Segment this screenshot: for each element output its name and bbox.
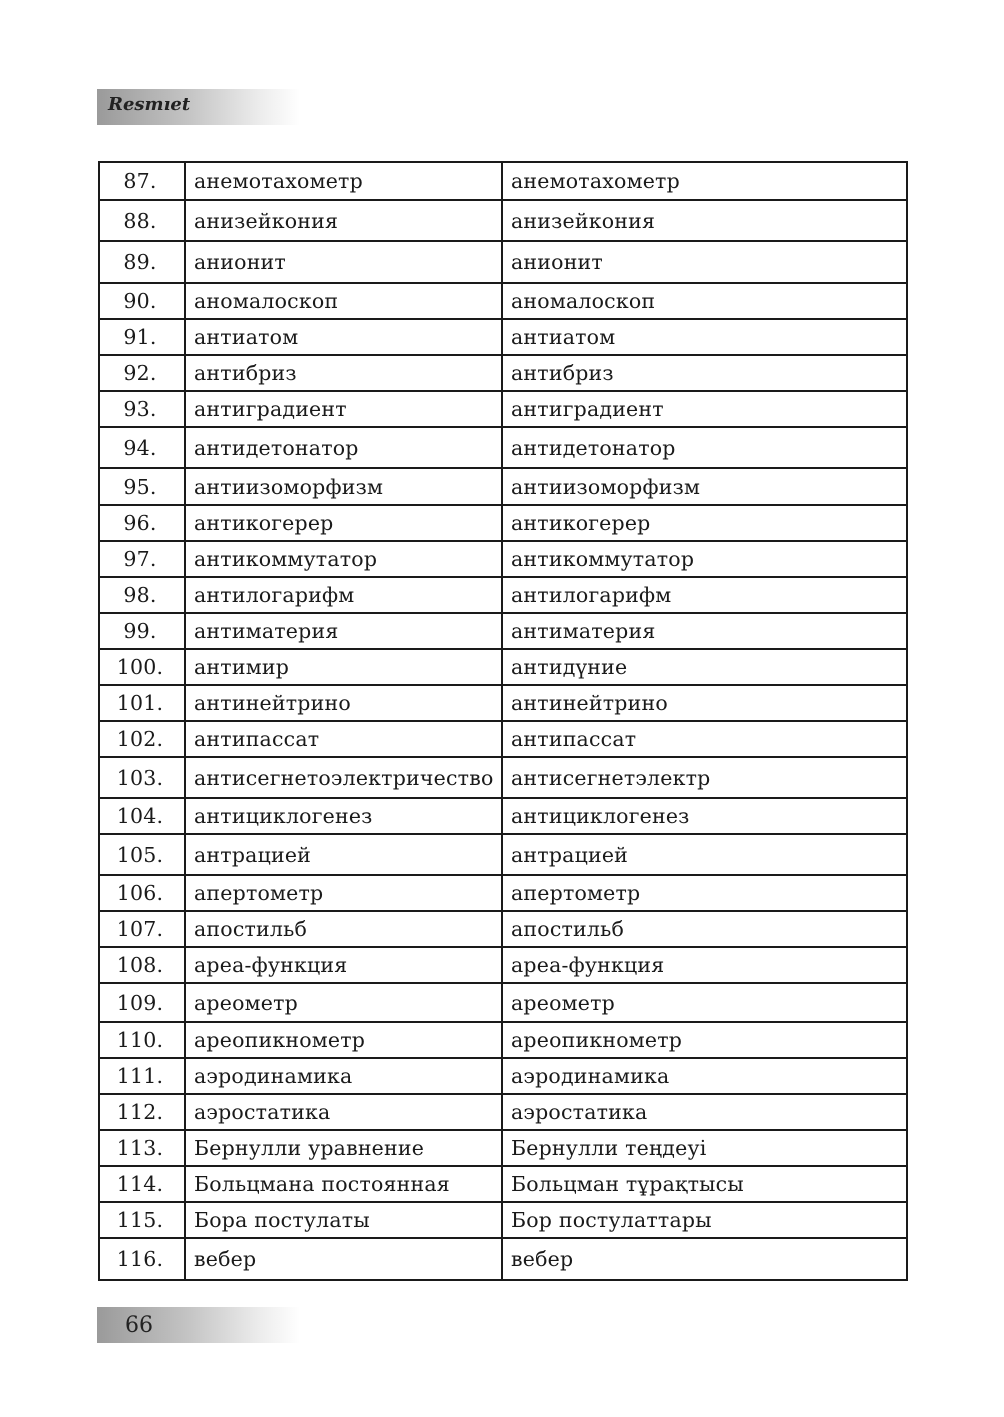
kazakh-term-cell: Бор постулаттары (502, 1202, 907, 1238)
table-row (99, 541, 907, 577)
table-row (99, 391, 907, 427)
russian-term-cell: антидетонатор (185, 427, 502, 468)
table-row (99, 685, 907, 721)
table-row (99, 834, 907, 875)
table-row (99, 721, 907, 757)
russian-term-cell: анионит (185, 241, 502, 283)
russian-term-cell: анемотахометр (185, 162, 502, 200)
kazakh-term-cell: анизейкония (502, 200, 907, 241)
row-number-cell: 109. (99, 983, 185, 1022)
russian-term-cell: антикоммутатор (185, 541, 502, 577)
table-row (99, 1202, 907, 1238)
row-number-cell: 93. (99, 391, 185, 427)
row-number-cell: 106. (99, 875, 185, 911)
russian-term-cell: ареа-функция (185, 947, 502, 983)
row-number-cell: 92. (99, 355, 185, 391)
row-number-cell: 95. (99, 468, 185, 505)
table-row (99, 241, 907, 283)
table-row (99, 947, 907, 983)
row-number-cell: 98. (99, 577, 185, 613)
kazakh-term-cell: антикоммутатор (502, 541, 907, 577)
russian-term-cell: апостильб (185, 911, 502, 947)
russian-term-cell: антилогарифм (185, 577, 502, 613)
table-row (99, 355, 907, 391)
russian-term-cell: антиатом (185, 319, 502, 355)
kazakh-term-cell: антилогарифм (502, 577, 907, 613)
row-number-cell: 102. (99, 721, 185, 757)
row-number-cell: 108. (99, 947, 185, 983)
table-row (99, 1058, 907, 1094)
russian-term-cell: вебер (185, 1238, 502, 1280)
russian-term-cell: антиизоморфизм (185, 468, 502, 505)
row-number-cell: 101. (99, 685, 185, 721)
kazakh-term-cell: антисегнетэлектр (502, 757, 907, 798)
table-row (99, 757, 907, 798)
table-row (99, 875, 907, 911)
russian-term-cell: Больцмана постоянная (185, 1166, 502, 1202)
russian-term-cell: аномалоскоп (185, 283, 502, 319)
kazakh-term-cell: антициклогенез (502, 798, 907, 834)
table-row (99, 613, 907, 649)
kazakh-term-cell: аэростатика (502, 1094, 907, 1130)
row-number-cell: 115. (99, 1202, 185, 1238)
russian-term-cell: аэродинамика (185, 1058, 502, 1094)
table-row (99, 468, 907, 505)
table-row (99, 427, 907, 468)
russian-term-cell: апертометр (185, 875, 502, 911)
russian-term-cell: антициклогенез (185, 798, 502, 834)
table-row (99, 162, 907, 200)
row-number-cell: 87. (99, 162, 185, 200)
row-number-cell: 103. (99, 757, 185, 798)
kazakh-term-cell: антиатом (502, 319, 907, 355)
table-row (99, 1022, 907, 1058)
kazakh-term-cell: вебер (502, 1238, 907, 1280)
kazakh-term-cell: антиматерия (502, 613, 907, 649)
russian-term-cell: Бора постулаты (185, 1202, 502, 1238)
kazakh-term-cell: антрацией (502, 834, 907, 875)
running-header-title: Resmıet (108, 94, 191, 115)
russian-term-cell: аэростатика (185, 1094, 502, 1130)
row-number-cell: 112. (99, 1094, 185, 1130)
table-row (99, 1130, 907, 1166)
table-row (99, 1166, 907, 1202)
row-number-cell: 88. (99, 200, 185, 241)
row-number-cell: 97. (99, 541, 185, 577)
row-number-cell: 94. (99, 427, 185, 468)
row-number-cell: 116. (99, 1238, 185, 1280)
row-number-cell: 99. (99, 613, 185, 649)
russian-term-cell: ареометр (185, 983, 502, 1022)
kazakh-term-cell: антидүние (502, 649, 907, 685)
russian-term-cell: антиматерия (185, 613, 502, 649)
table-row (99, 911, 907, 947)
kazakh-term-cell: антиградиент (502, 391, 907, 427)
row-number-cell: 104. (99, 798, 185, 834)
russian-term-cell: анизейкония (185, 200, 502, 241)
table-row (99, 649, 907, 685)
russian-term-cell: антисегнетоэлектричество (185, 757, 502, 798)
russian-term-cell: антиградиент (185, 391, 502, 427)
kazakh-term-cell: антинейтрино (502, 685, 907, 721)
terms-table-body (99, 162, 907, 1280)
row-number-cell: 105. (99, 834, 185, 875)
row-number-cell: 100. (99, 649, 185, 685)
russian-term-cell: антибриз (185, 355, 502, 391)
table-row (99, 577, 907, 613)
row-number-cell: 89. (99, 241, 185, 283)
page-number: 66 (125, 1313, 153, 1338)
row-number-cell: 96. (99, 505, 185, 541)
kazakh-term-cell: антибриз (502, 355, 907, 391)
row-number-cell: 91. (99, 319, 185, 355)
russian-term-cell: антинейтрино (185, 685, 502, 721)
russian-term-cell: антипассат (185, 721, 502, 757)
kazakh-term-cell: анионит (502, 241, 907, 283)
kazakh-term-cell: Больцман тұрақтысы (502, 1166, 907, 1202)
russian-term-cell: антрацией (185, 834, 502, 875)
russian-term-cell: ареопикнометр (185, 1022, 502, 1058)
kazakh-term-cell: ареометр (502, 983, 907, 1022)
table-row (99, 983, 907, 1022)
russian-term-cell: Бернулли уравнение (185, 1130, 502, 1166)
table-row (99, 200, 907, 241)
kazakh-term-cell: антидетонатор (502, 427, 907, 468)
row-number-cell: 110. (99, 1022, 185, 1058)
kazakh-term-cell: апостильб (502, 911, 907, 947)
russian-term-cell: антикогерер (185, 505, 502, 541)
russian-term-cell: антимир (185, 649, 502, 685)
table-row (99, 283, 907, 319)
table-row (99, 1238, 907, 1280)
kazakh-term-cell: аэродинамика (502, 1058, 907, 1094)
row-number-cell: 111. (99, 1058, 185, 1094)
kazakh-term-cell: ареа-функция (502, 947, 907, 983)
row-number-cell: 113. (99, 1130, 185, 1166)
kazakh-term-cell: антиизоморфизм (502, 468, 907, 505)
kazakh-term-cell: аномалоскоп (502, 283, 907, 319)
kazakh-term-cell: апертометр (502, 875, 907, 911)
table-row (99, 798, 907, 834)
row-number-cell: 114. (99, 1166, 185, 1202)
kazakh-term-cell: антипассат (502, 721, 907, 757)
kazakh-term-cell: анемотахометр (502, 162, 907, 200)
table-row (99, 505, 907, 541)
row-number-cell: 90. (99, 283, 185, 319)
kazakh-term-cell: антикогерер (502, 505, 907, 541)
table-row (99, 1094, 907, 1130)
kazakh-term-cell: ареопикнометр (502, 1022, 907, 1058)
table-row (99, 319, 907, 355)
kazakh-term-cell: Бернулли теңдеуі (502, 1130, 907, 1166)
row-number-cell: 107. (99, 911, 185, 947)
terms-table (98, 161, 908, 1281)
